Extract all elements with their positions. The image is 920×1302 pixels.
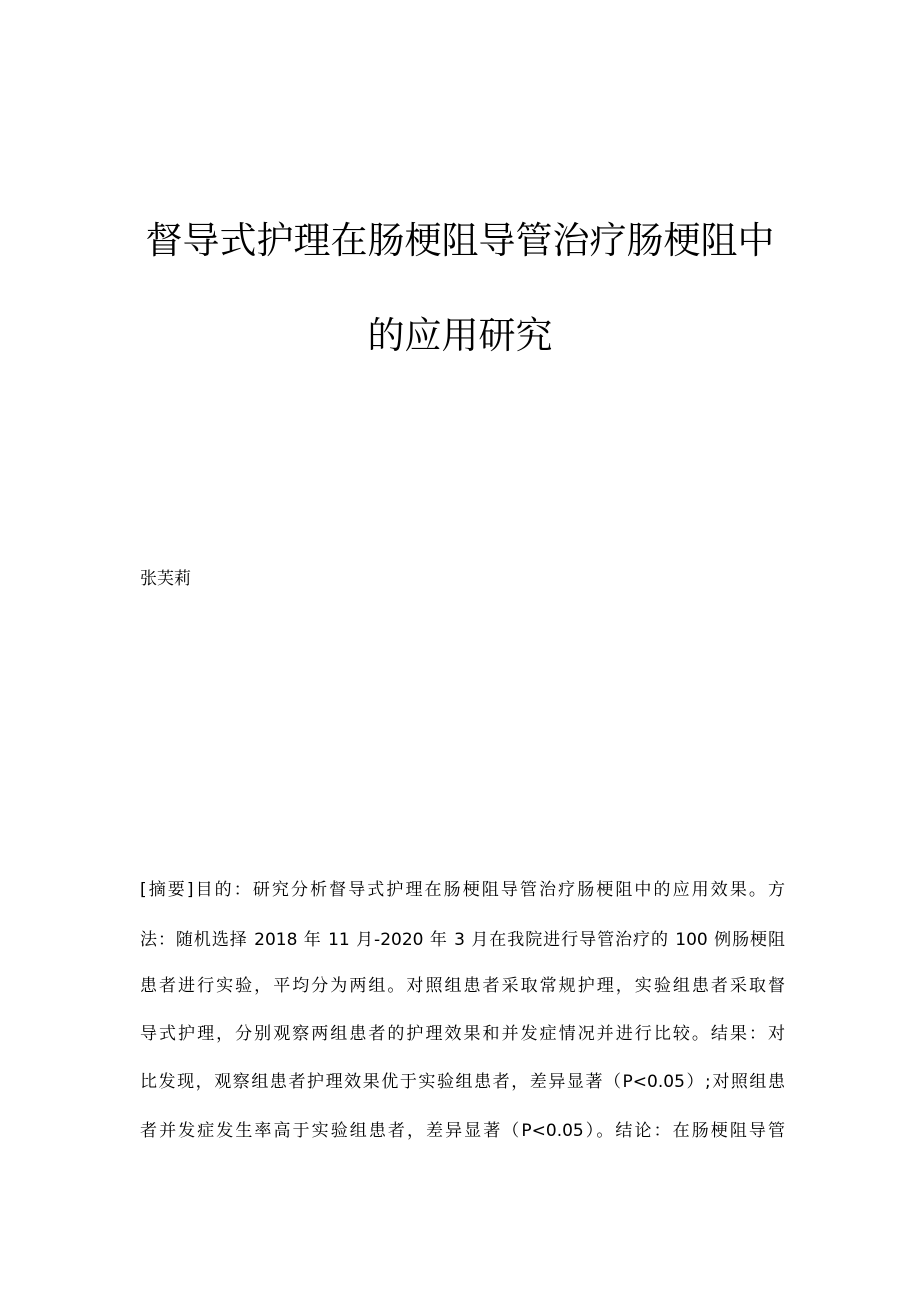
abstract-line: 比发现，观察组患者护理效果优于实验组患者，差异显著（P<0.05）;对照组患	[140, 1072, 785, 1092]
abstract-line: [摘要]目的：研究分析督导式护理在肠梗阻导管治疗肠梗阻中的应用效果。方	[140, 880, 785, 900]
document-title-line-2: 的应用研究	[367, 314, 553, 357]
abstract-line: 导式护理，分别观察两组患者的护理效果和并发症情况并进行比较。结果：对	[140, 1024, 785, 1044]
abstract-line: 者并发症发生率高于实验组患者，差异显著（P<0.05）。结论：在肠梗阻导管	[140, 1121, 785, 1141]
document-title-line-1: 督导式护理在肠梗阻导管治疗肠梗阻中	[145, 219, 775, 262]
author-name: 张芙莉	[140, 569, 191, 589]
abstract-line: 法：随机选择 2018 年 11 月-2020 年 3 月在我院进行导管治疗的 100 例肠梗阻	[140, 930, 785, 950]
abstract-line: 患者进行实验，平均分为两组。对照组患者采取常规护理，实验组患者采取督	[140, 976, 785, 996]
